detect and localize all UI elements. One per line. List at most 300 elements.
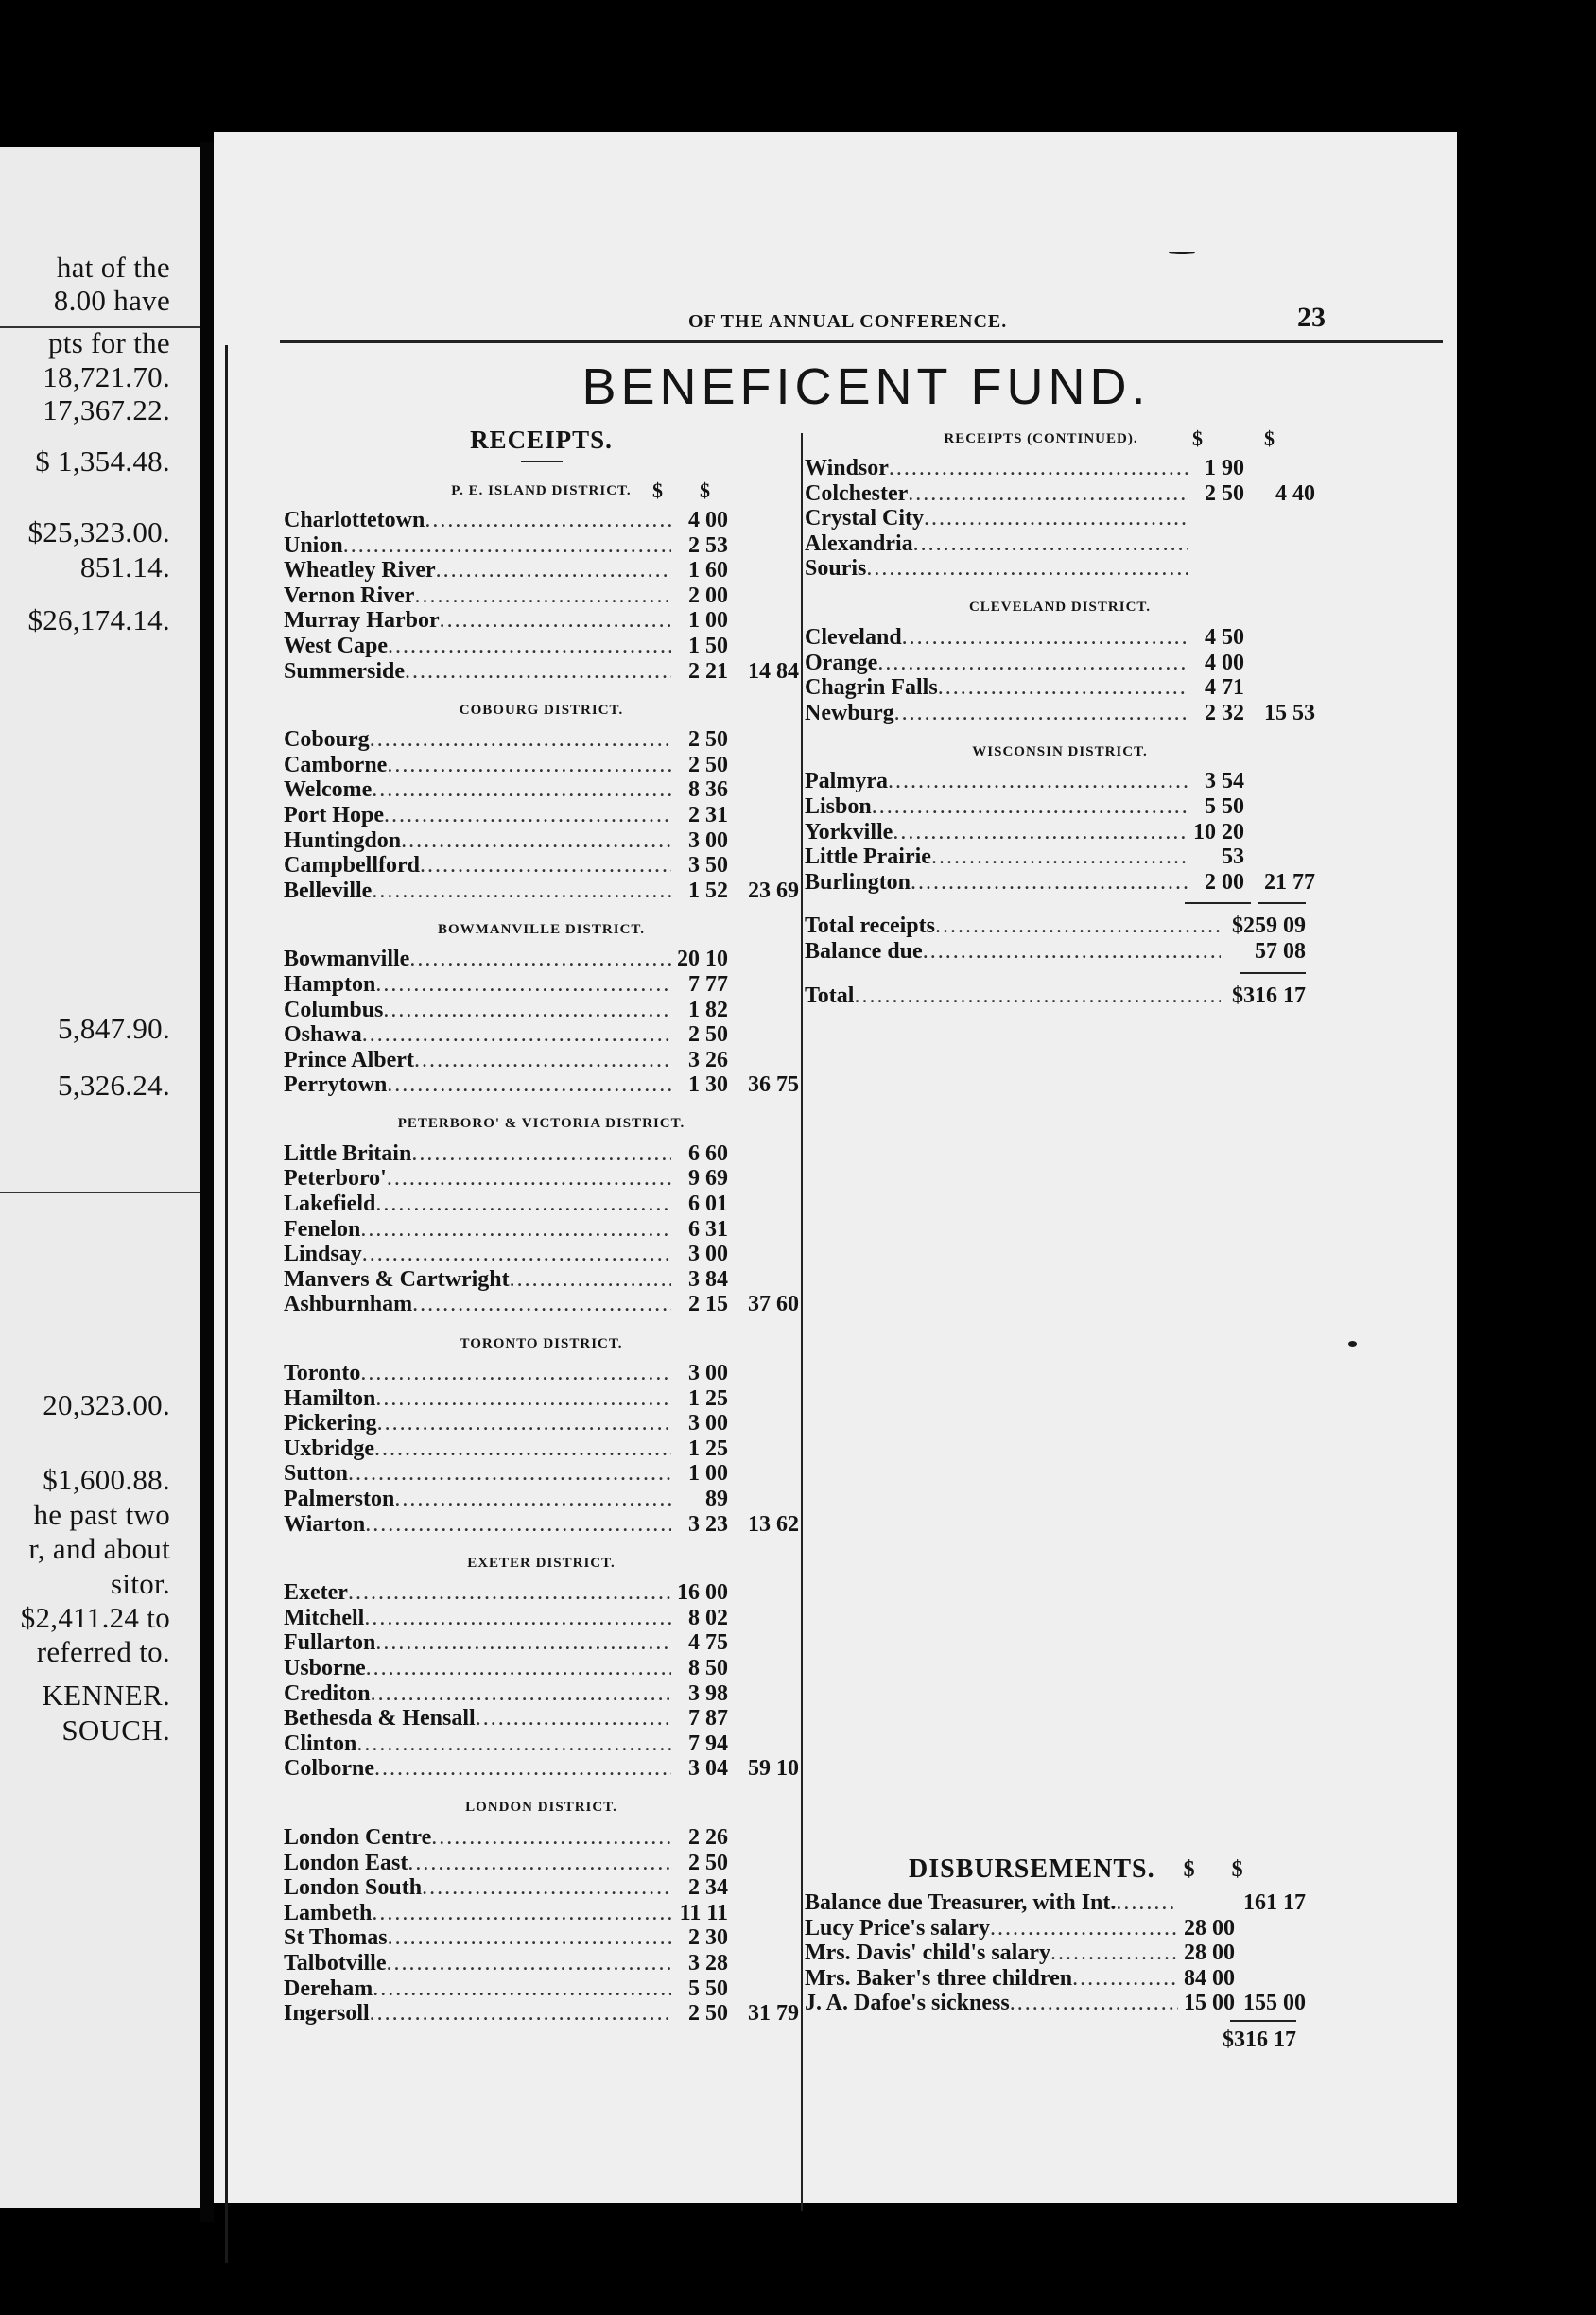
leader-dots [388,634,671,659]
district-subtotal [728,608,799,634]
entry-row [284,1411,799,1436]
district-name: LONDON DISTRICT. [465,1800,617,1816]
district-subtotal [728,1411,799,1436]
entry-row [284,1072,799,1098]
entry-amount: 28 00 [1184,1941,1235,1966]
entry-name: Windsor [805,456,889,480]
district-subtotal [728,1656,799,1681]
disbursements-heading [805,1854,1315,1885]
entry-amount: 2 32 [1205,700,1244,725]
entry-amount: 3 98 [688,1680,728,1706]
leader-dots [908,481,1188,507]
district-subtotal [728,1436,799,1462]
entry-row [284,1706,799,1732]
district-subtotal [728,803,799,828]
entry-name: Charlottetown [284,508,425,532]
currency-header: $ [1231,1856,1244,1882]
leader-dots [387,1072,671,1098]
entry-row [805,844,1315,870]
total-rule [1230,2020,1296,2022]
entry-row [284,753,799,778]
leader-dots [372,879,671,904]
leader-dots [877,651,1188,676]
entry-name: Oshawa [284,1022,362,1048]
leader-dots [414,1048,671,1073]
district-subtotal [728,1606,799,1631]
entry-amount: 5 50 [688,1976,728,2001]
district-name: TORONTO DISTRICT. [460,1335,623,1351]
district-subtotal: 59 10 [748,1756,799,1782]
entry-amount: 3 04 [688,1756,728,1782]
entry-amount: 2 50 [688,1022,728,1048]
entry-row [805,456,1315,481]
scan-speck [1169,252,1195,254]
entry-row [805,506,1315,531]
district-subtotal [728,828,799,854]
leader-dots [911,870,1188,896]
entry-row [284,1825,799,1851]
entry-name: Fullarton [284,1630,376,1656]
entry-name: Lakefield [284,1192,376,1217]
entry-amount: 1 25 [688,1436,728,1461]
entry-amount: 1 25 [688,1385,728,1411]
district-name: BOWMANVILLE DISTRICT. [437,921,646,937]
district-subtotal [728,1048,799,1073]
entry-name: Crystal City [805,506,924,531]
entry-row [805,769,1315,794]
left-page-line: referred to. [36,1635,170,1668]
total-rule [1185,902,1251,904]
district-subtotal [728,1242,799,1267]
district-subtotal [728,853,799,879]
entry-row [284,1192,799,1217]
disbursements-total: $316 17 [1223,2028,1296,2053]
receipts-title: RECEIPTS. [470,426,613,454]
leader-dots [373,1976,671,2002]
district-subtotal [1244,556,1315,582]
entry-name: Total receipts [805,914,935,939]
entry-row [284,583,799,609]
entry-name: Peterboro' [284,1166,387,1192]
district-subtotal [728,1901,799,1926]
district-name: WISCONSIN DISTRICT. [972,743,1148,759]
entry-row [284,1851,799,1876]
entry-name: Wiarton [284,1511,366,1537]
entry-name: Balance due [805,938,923,964]
district-subtotal [728,1166,799,1192]
page-border-line [225,345,228,2263]
entry-row [284,1732,799,1757]
entry-name: Lindsay [284,1242,362,1267]
page-number: 23 [1297,302,1326,333]
district-subtotal [728,1361,799,1386]
entry-name: Wheatley River [284,558,436,583]
entry-row [805,675,1315,701]
leader-dots [383,998,671,1023]
leader-dots [364,1606,671,1631]
entry-amount: 2 53 [688,532,728,558]
entry-name: Burlington [805,869,911,895]
spacer [805,1008,1315,1854]
entry-row [284,803,799,828]
leader-dots [420,853,671,879]
left-page-line: 5,847.90. [58,1012,170,1045]
receipts-totals [805,914,1315,1008]
entry-name: Lisbon [805,793,872,819]
entry-amount: 4 00 [1205,650,1244,675]
entry-name: Camborne [284,752,388,777]
entry-amount: 3 50 [688,853,728,879]
leader-dots [923,939,1221,965]
entry-amount: 16 00 [677,1580,728,1606]
left-page-line: $1,600.88. [43,1463,170,1496]
district-name: CLEVELAND DISTRICT. [968,600,1152,616]
entry-amount: 89 [705,1487,728,1511]
entry-amount: 7 77 [688,971,728,997]
district-subtotal: 4 40 [1275,480,1315,506]
district-subtotal [728,1461,799,1487]
entry-amount: 84 00 [1184,1965,1235,1991]
district-subtotal [728,753,799,778]
entry-name: London South [284,1875,423,1901]
leader-dots [902,625,1188,651]
entry-name: Usborne [284,1655,366,1680]
district-subtotal [1244,456,1315,481]
entry-amount: 1 52 [688,878,728,903]
leader-dots [1010,1991,1178,2016]
entry-row [284,947,799,972]
district-subtotal [1244,769,1315,794]
leader-dots [375,1386,671,1412]
district-subtotal [728,1681,799,1707]
district-subtotal [728,634,799,659]
leader-dots [365,1512,671,1538]
entry-name: Mitchell [284,1605,365,1630]
entry-amount: 3 54 [1205,769,1244,794]
entry-amount: 4 75 [688,1630,728,1656]
district-subtotal [728,1630,799,1656]
entry-name: Manvers & Cartwright [284,1266,510,1292]
leader-dots [377,1411,671,1436]
entry-row [284,1048,799,1073]
leader-dots [888,769,1188,794]
entry-name: Alexandria [805,531,913,556]
currency-header: $ [652,479,664,502]
leader-dots [510,1267,671,1293]
entry-amount: 1 82 [688,997,728,1022]
entry-amount: 8 36 [688,777,728,803]
receipts-continued-rows [805,456,1315,582]
entry-name: Toronto [284,1361,361,1386]
entry-amount: 2 50 [688,2001,728,2027]
entry-name: London East [284,1850,408,1875]
entry-row [284,1361,799,1386]
entry-row [284,1951,799,1976]
entry-amount: 1 60 [688,558,728,583]
left-page-line: SOUCH. [61,1714,170,1747]
entry-name: Prince Albert [284,1047,414,1072]
entry-row [284,1901,799,1926]
entry-name: Murray Harbor [284,608,440,634]
district-subtotal [728,727,799,753]
entry-amount: 2 00 [688,583,728,608]
entry-name: Palmerston [284,1487,395,1511]
district-subtotal [728,1976,799,2002]
leader-dots [360,1361,671,1386]
entry-name: Little Prairie [805,844,931,870]
leader-dots [394,1487,671,1512]
entry-row [284,1436,799,1462]
district-subtotal [728,1267,799,1293]
leader-dots [386,1951,671,1976]
district-subtotal: 23 69 [748,878,799,903]
entry-row [284,1386,799,1412]
district-name: PETERBORO' & VICTORIA DISTRICT. [397,1116,685,1132]
leader-dots [362,1022,671,1048]
district-subtotal [728,1925,799,1951]
district-heading [284,916,799,943]
entry-row [284,634,799,659]
currency-header: $ [700,479,711,502]
leader-dots [366,1656,671,1681]
entry-name: St Thomas [284,1925,388,1951]
scan-speck [1348,1341,1357,1347]
entry-name: Sutton [284,1461,349,1487]
entry-amount: 3 23 [688,1511,728,1537]
receipts-continued-heading [805,426,1315,452]
entry-row [805,939,1315,965]
district-subtotal: 21 77 [1264,869,1315,895]
entry-name: Yorkville [805,819,893,844]
entry-row [284,2001,799,2027]
district-subtotal [728,1732,799,1757]
left-page-line: 18,721.70. [43,360,170,393]
entry-row [284,1976,799,2002]
leader-dots [422,1875,671,1901]
entry-row [805,1991,1315,2016]
entry-name: J. A. Dafoe's sickness [805,1991,1010,2016]
receipts-column [284,426,799,2027]
entry-name: Souris [805,556,867,582]
entry-row [284,1756,799,1782]
leader-dots [370,2001,671,2027]
entry-row [284,879,799,904]
left-page-line: $ 1,354.48. [35,444,170,478]
entry-row [284,1166,799,1192]
leader-dots [371,1681,671,1707]
leader-dots [370,727,671,753]
entry-amount: 3 28 [688,1950,728,1976]
entry-name: Ingersoll [284,2001,370,2027]
entry-name: Union [284,532,343,558]
entry-amount: 3 84 [688,1266,728,1292]
district-subtotal [728,998,799,1023]
district-heading [284,697,799,723]
leader-dots [1116,1890,1178,1916]
district-heading [284,1795,799,1821]
main-page [214,132,1457,2203]
entry-name: Cobourg [284,727,370,753]
district-subtotal [728,1706,799,1732]
leader-dots [387,1166,671,1192]
entry-row [284,1022,799,1048]
entry-amount: 6 31 [688,1216,728,1242]
leader-dots [436,558,671,583]
leader-dots [931,844,1188,870]
receipts-continued-title: RECEIPTS (CONTINUED). [944,430,1138,446]
page-gutter [200,142,214,2222]
district-subtotal [1244,794,1315,820]
entry-amount: 15 00 [1184,1991,1235,2016]
leader-dots [348,1580,671,1606]
district-subtotal [728,1217,799,1243]
entry-name: Total [805,983,855,1008]
entry-row [805,1916,1315,1941]
title-rule [521,461,563,462]
leader-dots [348,1461,671,1487]
entry-amount: 7 87 [688,1706,728,1732]
entry-row [284,1141,799,1167]
currency-header: $ [1183,1856,1196,1882]
leader-dots [938,675,1188,701]
leader-dots [387,753,671,778]
entry-row [284,853,799,879]
entry-name: Uxbridge [284,1436,374,1461]
receipts-continued-column [805,426,1315,2053]
district-name: COBOURG DISTRICT. [459,702,624,718]
entry-amount: 6 01 [688,1192,728,1217]
entry-amount: 3 00 [688,1361,728,1386]
district-subtotal [728,1580,799,1606]
entry-name: Orange [805,650,878,675]
district-name: EXETER DISTRICT. [467,1555,616,1571]
entry-name: Colborne [284,1756,374,1782]
leader-dots [431,1825,671,1851]
entry-row [284,1267,799,1293]
district-subtotal: 37 60 [748,1292,799,1317]
entry-row [805,531,1315,557]
district-heading [284,1550,799,1576]
leader-dots [854,983,1221,1009]
district-subtotal [728,1022,799,1048]
page-title: BENEFICENT FUND. [581,358,1151,415]
leader-dots [924,506,1188,531]
leader-dots [893,820,1188,845]
district-subtotal: 15 53 [1264,700,1315,725]
district-name: P. E. ISLAND DISTRICT. [451,482,632,498]
leader-dots [1072,1966,1178,1992]
leader-dots [1050,1941,1178,1966]
entry-name: Bethesda & Hensall [284,1706,476,1732]
leader-dots [894,701,1188,726]
leader-dots [374,1756,671,1782]
currency-header: $ [1192,426,1204,450]
leader-dots [913,531,1188,557]
currency-header: $ [1264,426,1275,450]
entry-amount: 2 15 [688,1292,728,1317]
entry-name: Ashburnham [284,1292,413,1317]
left-page-line: $25,323.00. [27,515,170,548]
leader-dots [425,508,671,533]
entry-amount: 2 50 [1205,480,1244,506]
entry-row [805,983,1315,1009]
entry-name: Perrytown [284,1072,388,1098]
district-subtotal [728,533,799,559]
entry-amount: 2 50 [688,752,728,777]
entry-amount: 2 30 [688,1925,728,1951]
entry-row [284,998,799,1023]
entry-name: Bowmanville [284,947,410,972]
entry-row [805,820,1315,845]
district-subtotal: 36 75 [748,1072,799,1098]
entry-row [284,1487,799,1512]
entry-name: Palmyra [805,769,888,794]
district-heading [284,1331,799,1357]
entry-amount: 4 50 [1205,624,1244,650]
entry-name: London Centre [284,1824,432,1850]
entry-row [284,1925,799,1951]
entry-amount: 8 50 [688,1655,728,1680]
left-page-line: 5,326.24. [58,1069,170,1102]
left-page-line: hat of the [56,251,170,284]
entry-row [284,1681,799,1707]
entry-amount: 8 02 [688,1605,728,1630]
entry-row [805,1890,1315,1916]
left-page-line: $26,174.14. [27,603,170,636]
district-subtotal [728,1851,799,1876]
page-header [280,298,1443,345]
entry-row [284,727,799,753]
leader-dots [375,972,671,998]
leader-dots [889,456,1188,481]
entry-amount: 2 26 [688,1824,728,1850]
entry-amount: 1 00 [688,608,728,634]
district-subtotal [728,1192,799,1217]
disbursements-title: DISBURSEMENTS. [909,1854,1155,1885]
entry-row [284,1580,799,1606]
entry-name: Lambeth [284,1900,373,1925]
district-subtotal [1244,625,1315,651]
receipts-districts [284,478,799,2027]
leader-dots [374,1436,671,1462]
leader-dots [866,556,1188,582]
entry-name: Chagrin Falls [805,675,938,701]
leader-dots [401,828,671,854]
leader-dots [411,1141,671,1167]
district-heading [805,739,1315,765]
entry-amount: 3 26 [688,1047,728,1072]
district-subtotal: 155 00 [1243,1991,1306,2016]
entry-row [284,1217,799,1243]
leader-dots [384,803,671,828]
left-page-line: $2,411.24 to [20,1601,170,1634]
leader-dots [360,1217,671,1243]
entry-amount: 53 [1222,844,1244,870]
entry-amount: 11 11 [679,1900,728,1925]
district-subtotal [1244,820,1315,845]
district-subtotal [728,1951,799,1976]
entry-row [805,625,1315,651]
entry-amount [1188,506,1244,531]
district-subtotal [1244,531,1315,557]
left-page-line: pts for the [48,326,170,359]
entry-amount: 57 08 [1255,938,1306,964]
district-subtotal: 161 17 [1243,1890,1306,1916]
running-head: OF THE ANNUAL CONFERENCE. [688,311,1008,332]
district-subtotal: 31 79 [748,2001,799,2027]
entry-amount: 9 69 [688,1166,728,1192]
entry-row [805,870,1315,896]
